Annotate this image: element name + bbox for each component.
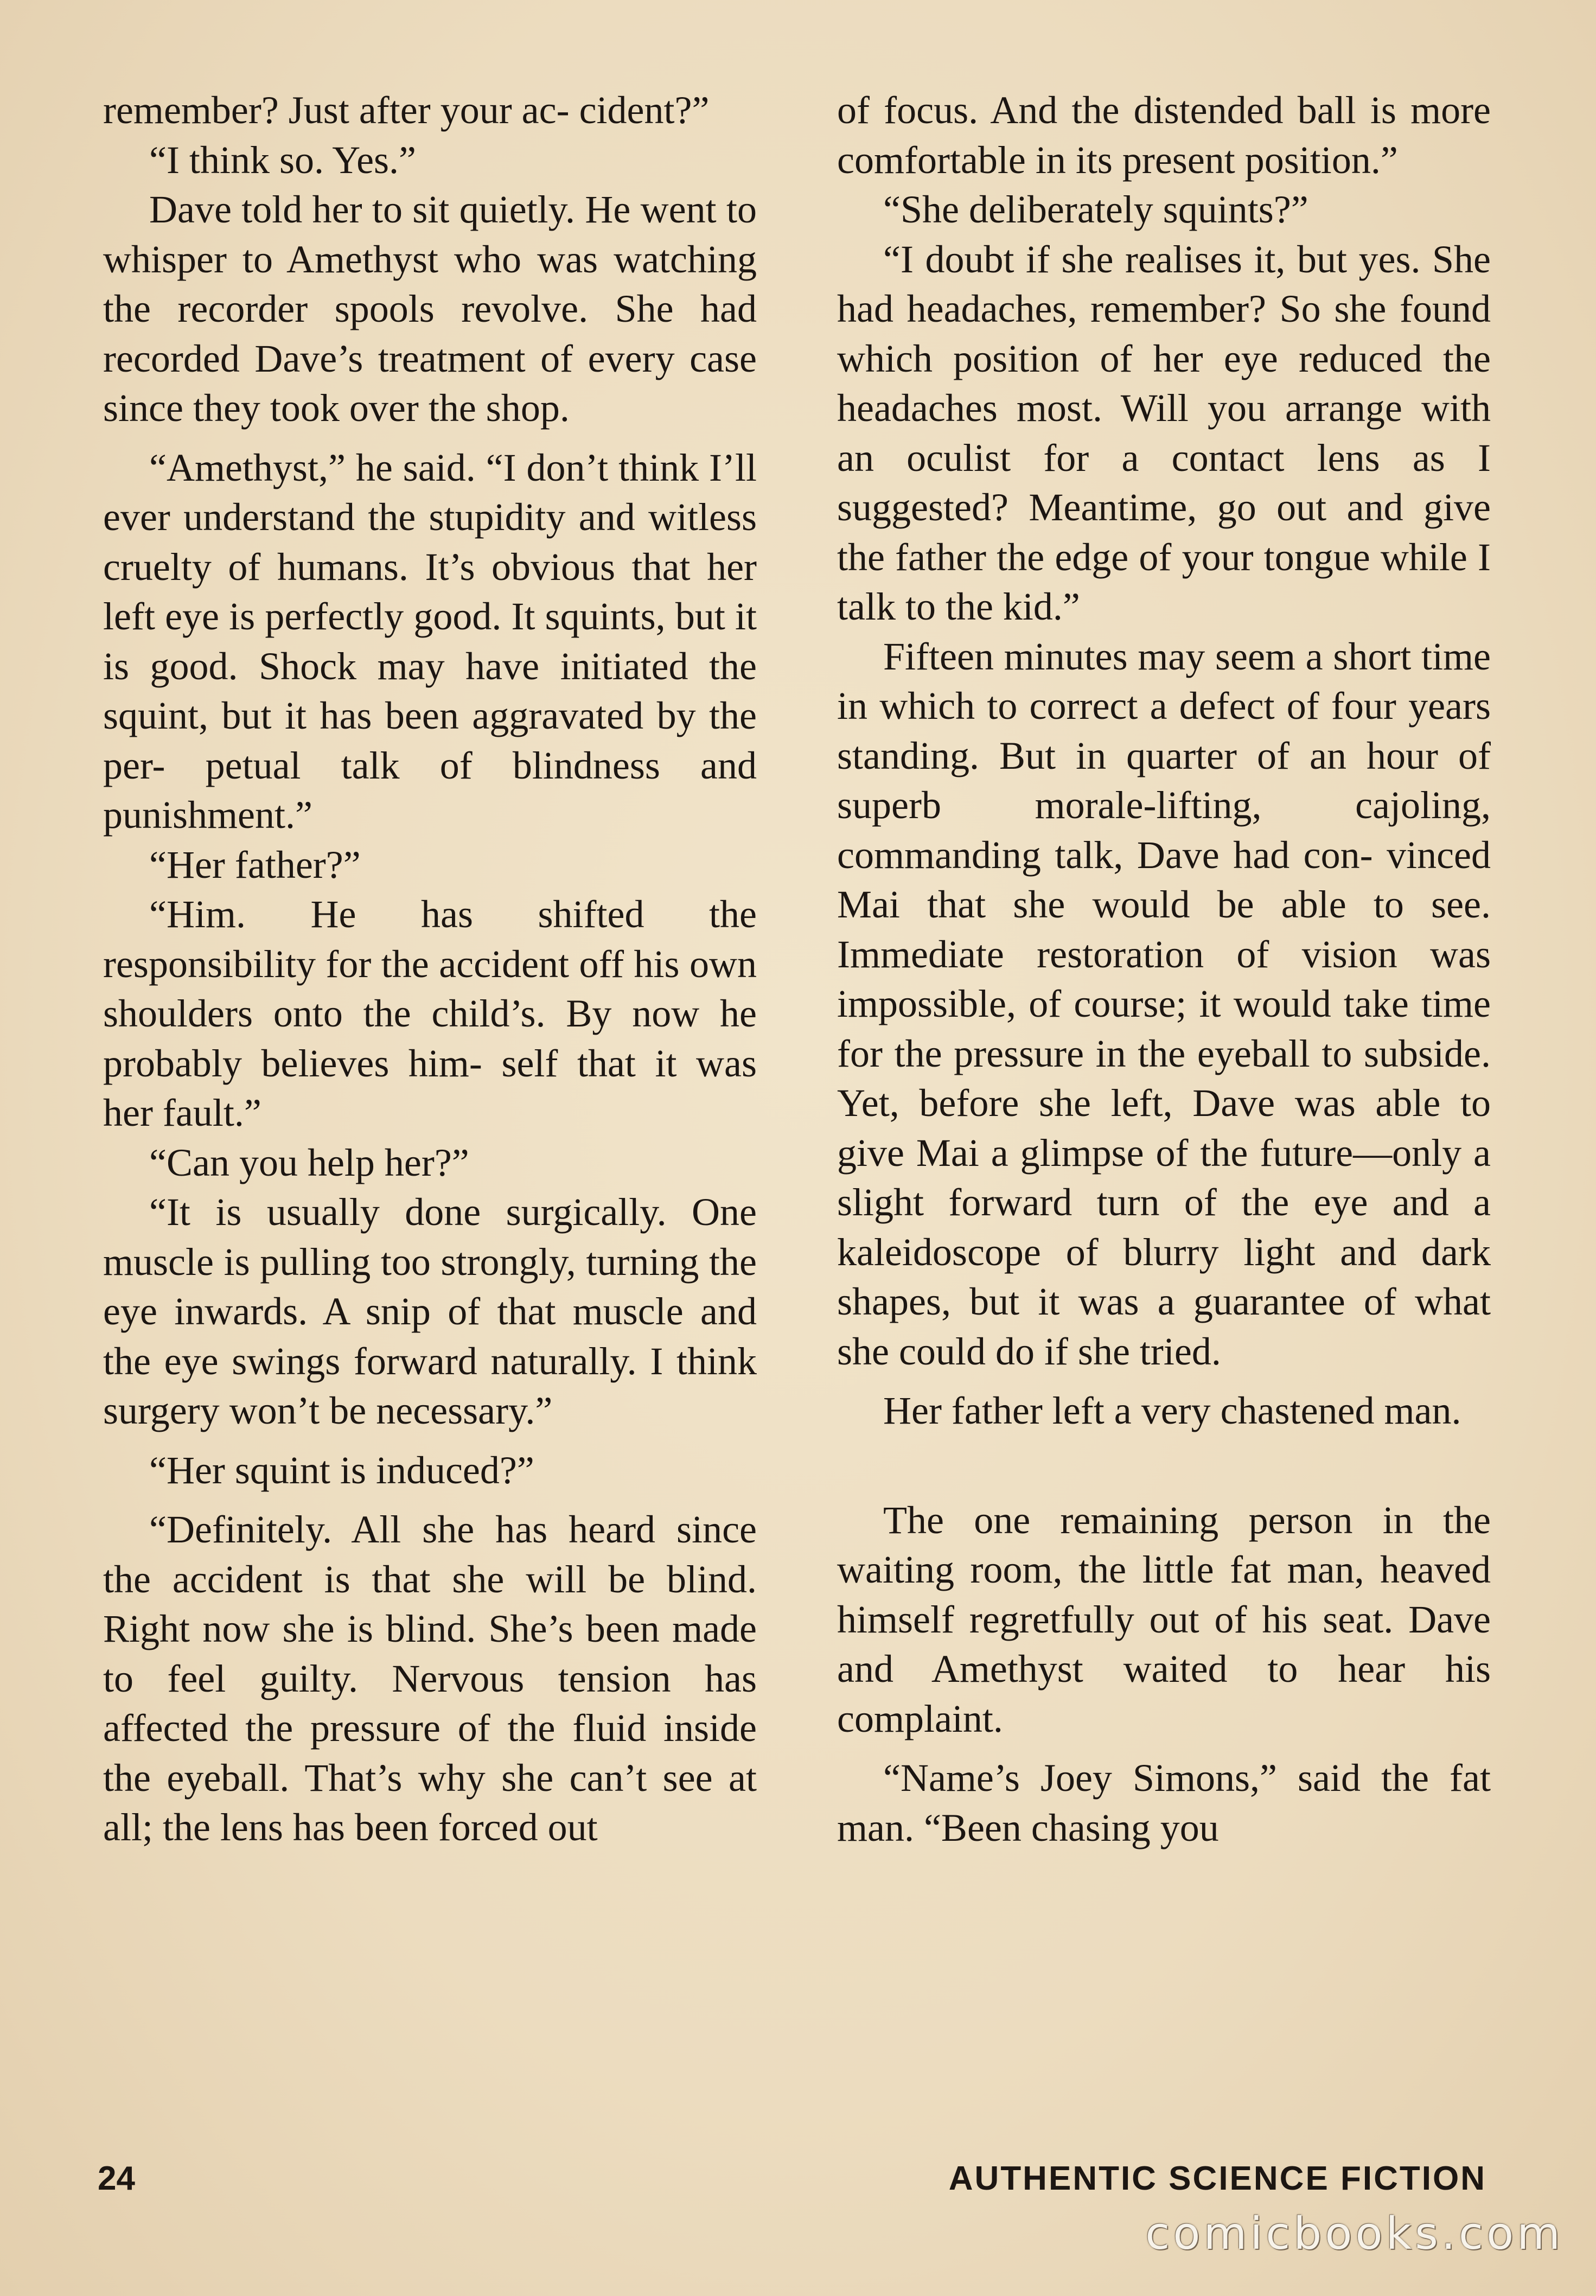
paragraph: Her father left a very chastened man.	[883, 1389, 1461, 1432]
paragraph: “Can you help her?”	[149, 1140, 469, 1184]
right-text-column	[837, 86, 1491, 1853]
paragraph: “Name’s Joey Simons,” said the fat man. “Been chasing you	[837, 1756, 1491, 1849]
paragraph: Fifteen minutes may seem a short time in which to correct a defect of four years standing. But in quarter of an hour of superb morale-lifting, cajoling, commanding talk, Dave had con- vinced Mai that she would be able to see. Immediate restoration of vision was impossible, of course; it would take time for the pressure in the eyeball to subside. Yet, before she left, Dave was able to give Mai a glimpse of the future—only a slight forward turn of the eye and a kaleidoscope of blurry light and dark shapes, but it was a guarantee of what she could do if she tried.	[837, 634, 1491, 1373]
left-text-column	[103, 86, 757, 1853]
paragraph: “I doubt if she realises it, but yes. She had headaches, remember? So she found which position of her eye reduced the headaches most. Will you arrange with an oculist for a contact lens as I suggested? Meantime, go out and give the father the edge of your tongue while I talk to the kid.”	[837, 237, 1491, 628]
paragraph: “Definitely. All she has heard since the accident is that she will be blind. Right now she is blind. She’s been made to feel guilty. Nervous tension has affected the pressure of the fluid inside the eyeball. That’s why she can’t see at all; the lens has been forced out	[103, 1508, 757, 1849]
paragraph: “It is usually done surgically. One muscle is pulling too strongly, turning the eye inwards. A snip of that muscle and the eye swings forward naturally. I think surgery won’t be necessary.”	[103, 1190, 757, 1432]
watermark: comicbooks.com	[1145, 2208, 1563, 2260]
paragraph: of focus. And the distended ball is more comfortable in its present position.”	[837, 88, 1491, 182]
paragraph: Dave told her to sit quietly. He went to whisper to Amethyst who was watching the recorder spools revolve. She had recorded Dave’s treatment of every case since they took over the shop.	[103, 188, 757, 430]
page-number: 24	[98, 2160, 135, 2197]
page-footer	[98, 2159, 1486, 2203]
paragraph: “She deliberately squints?”	[883, 188, 1308, 231]
paragraph: “Her squint is induced?”	[149, 1448, 534, 1492]
paragraph: “Him. He has shifted the responsibility for the accident off his own shoulders onto the child’s. By now he probably believes him- self that it was her fault.”	[103, 892, 757, 1134]
paragraph: The one remaining person in the waiting room, the little fat man, heaved himself regretfully out of his seat. Dave and Amethyst waited to hear his complaint.	[837, 1498, 1491, 1740]
paragraph: “Her father?”	[149, 843, 361, 886]
paragraph: “Amethyst,” he said. “I don’t think I’ll ever understand the stupidity and witless cruelty of humans. It’s obvious that her left eye is perfectly good. It squints, but it is good. Shock may have initiated the squint, but it has been aggravated by the per- petual talk of blindness and punishment.”	[103, 445, 757, 837]
paragraph: “I think so. Yes.”	[149, 138, 417, 182]
running-title: AUTHENTIC SCIENCE FICTION	[948, 2160, 1486, 2197]
paragraph: remember? Just after your ac- cident?”	[103, 88, 710, 132]
